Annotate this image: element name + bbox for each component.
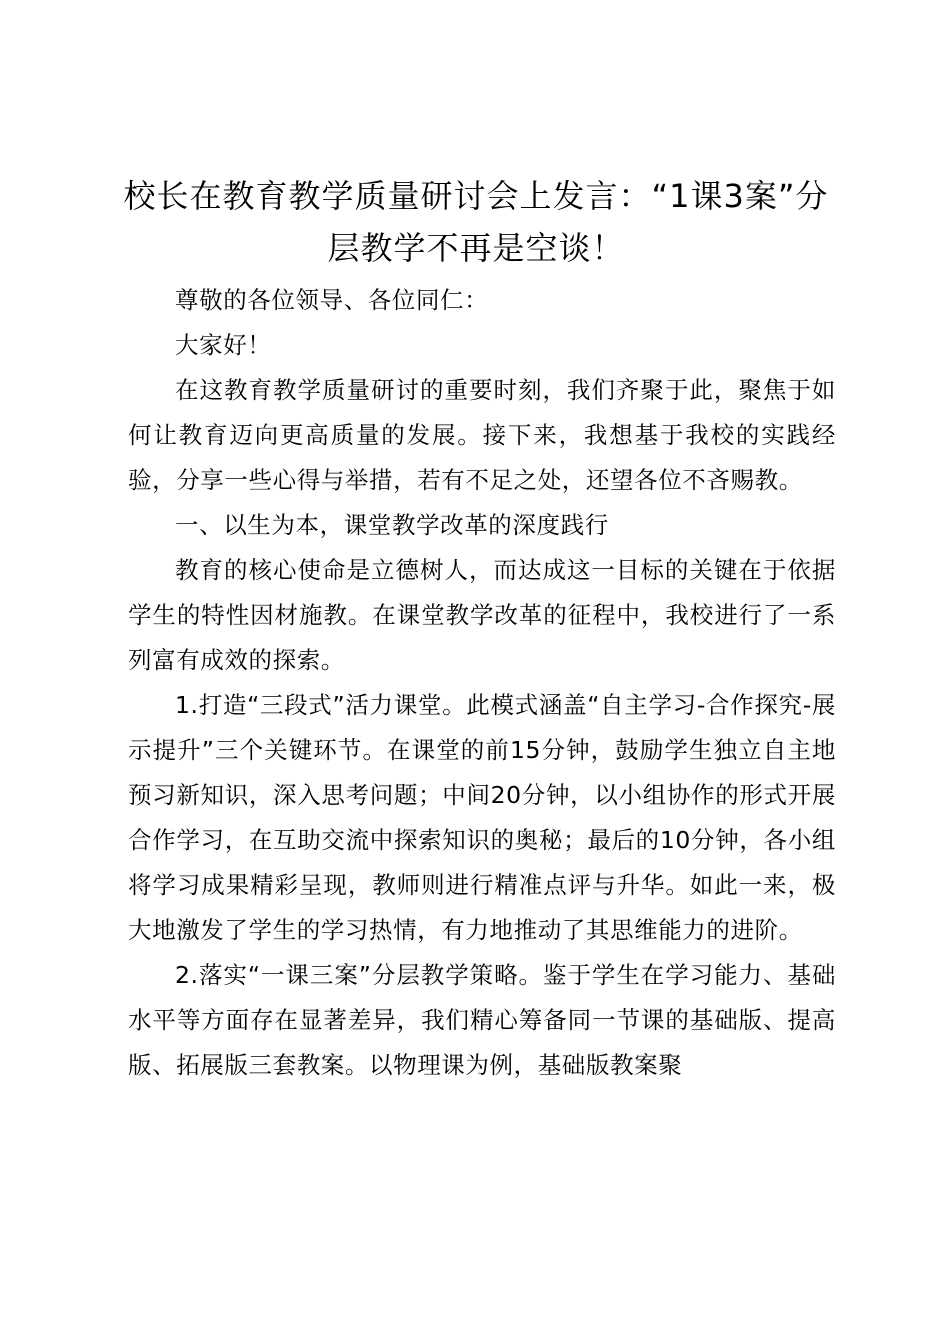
- salutation: 尊敬的各位领导、各位同仁：: [175, 286, 489, 314]
- section-heading-1: 一、以生为本，课堂教学改革的深度践行: [175, 511, 609, 539]
- greeting: 大家好！: [175, 331, 272, 359]
- document-body: [128, 278, 836, 1088]
- document-title: 校长在教育教学质量研讨会上发言：“1课3案”分层教学不再是空谈！: [123, 177, 829, 267]
- section-1-paragraph: 教育的核心使命是立德树人，而达成这一目标的关键在于依据学生的特性因材施教。在课堂教学改革的征程中，我校进行了一系列富有成效的探索。: [128, 556, 836, 674]
- point-1-paragraph: 1.打造“三段式”活力课堂。此模式涵盖“自主学习-合作探究-展示提升”三个关键环节。在课堂的前15分钟，鼓励学生独立自主地预习新知识，深入思考问题；中间20分钟，以小组协作的形式开展合作学习，在互助交流中探索知识的奥秘；最后的10分钟，各小组将学习成果精彩呈现，教师则进行精准点评与升华。如此一来，极大地激发了学生的学习热情，有力地推动了其思维能力的进阶。: [128, 691, 836, 944]
- intro-paragraph: 在这教育教学质量研讨的重要时刻，我们齐聚于此，聚焦于如何让教育迈向更高质量的发展。接下来，我想基于我校的实践经验，分享一些心得与举措，若有不足之处，还望各位不吝赐教。: [128, 376, 836, 494]
- point-2-paragraph: 2.落实“一课三案”分层教学策略。鉴于学生在学习能力、基础水平等方面存在显著差异，我们精心筹备同一节课的基础版、提高版、拓展版三套教案。以物理课为例，基础版教案聚: [128, 961, 836, 1079]
